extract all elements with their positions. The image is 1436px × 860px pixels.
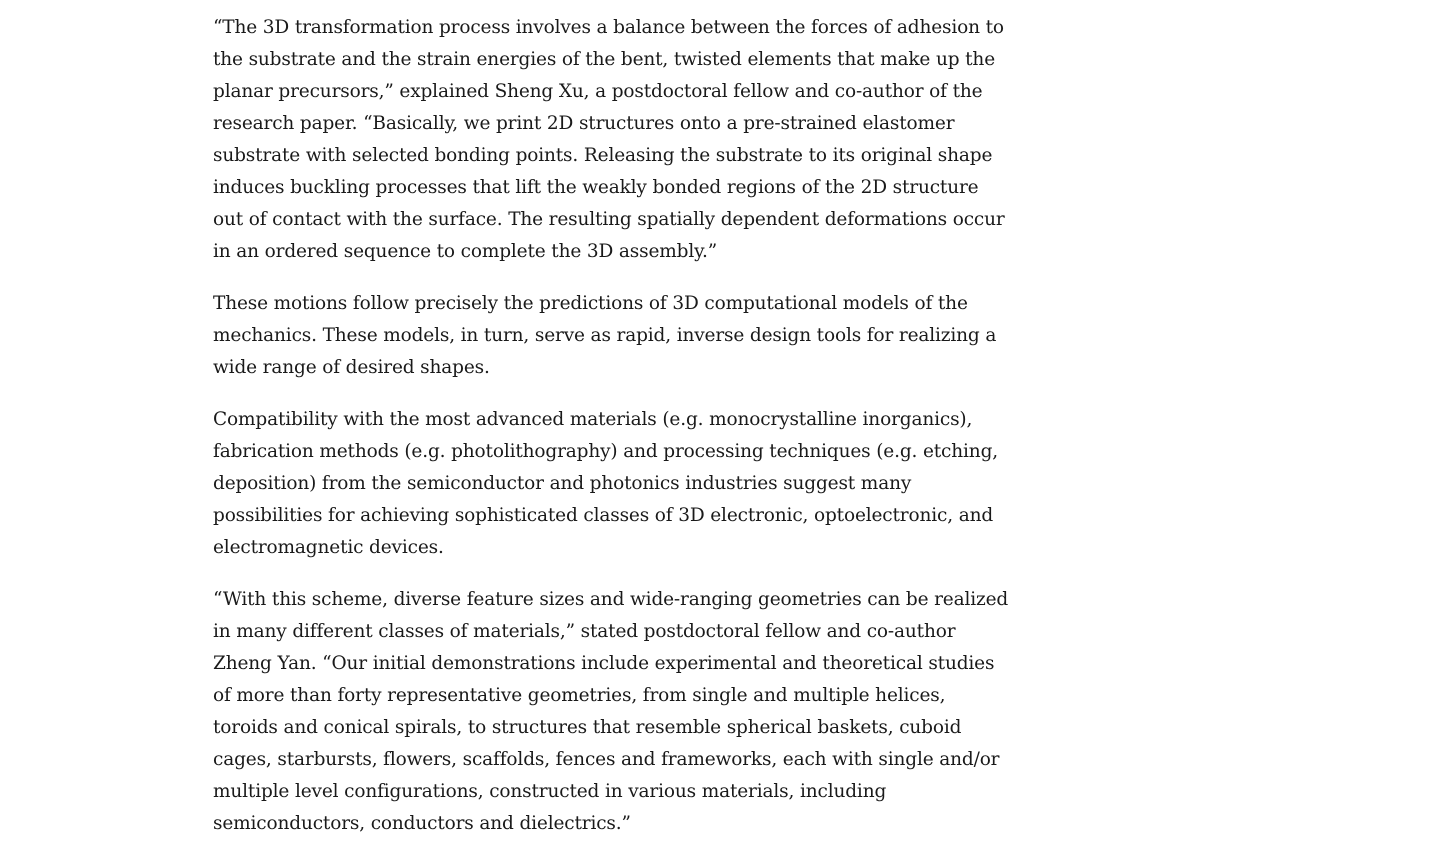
article-paragraph: “With this scheme, diverse feature sizes and wide-ranging geometries can be realized in many different classes of materials,” stated postdoctoral fellow and co-author Zheng Yan. “Our initial demonstrations include experimental and theoretical studies of more than forty representative geometries, from single and multiple helices, toroids and conical spirals, to structures that resemble spherical baskets, cuboid cages, starbursts, flowers, scaffolds, fences and frameworks, each with single and/or multiple level configurations, constructed in various materials, including semiconductors, conductors and dielectrics.” (213, 589, 1009, 834)
article-body (213, 12, 1013, 860)
article-paragraph: Compatibility with the most advanced materials (e.g. monocrystalline inorganics), fabrication methods (e.g. photolithography) and processing techniques (e.g. etching, deposition) from the semiconductor and photonics industries suggest many possibilities for achieving sophisticated classes of 3D electronic, optoelectronic, and electromagnetic devices. (213, 409, 998, 558)
article-paragraph: “The 3D transformation process involves a balance between the forces of adhesion to the substrate and the strain energies of the bent, twisted elements that make up the planar precursors,” explained Sheng Xu, a postdoctoral fellow and co-author of the research paper. “Basically, we print 2D structures onto a pre-strained elastomer substrate with selected bonding points. Releasing the substrate to its original shape induces buckling processes that lift the weakly bonded regions of the 2D structure out of contact with the surface. The resulting spatially dependent deformations occur in an ordered sequence to complete the 3D assembly.” (213, 17, 1005, 262)
article-paragraph: These motions follow precisely the predictions of 3D computational models of the mechanics. These models, in turn, serve as rapid, inverse design tools for realizing a wide range of desired shapes. (213, 293, 997, 378)
